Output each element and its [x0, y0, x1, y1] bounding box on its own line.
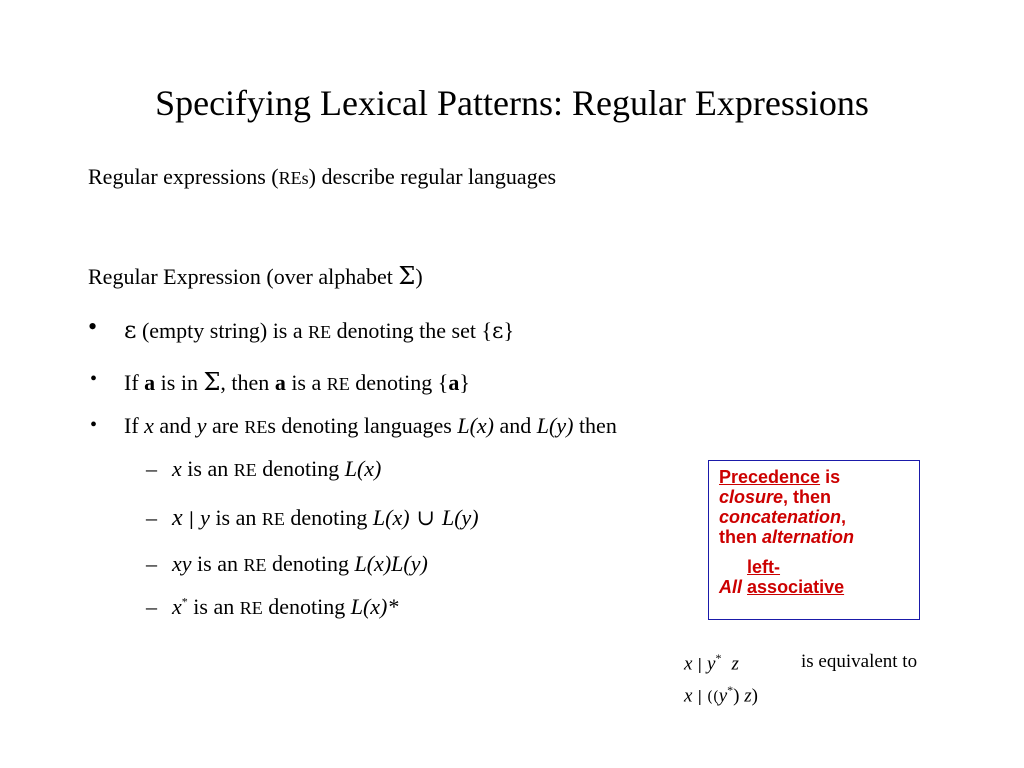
alternation-bar: |	[182, 509, 201, 530]
callout-is: is	[820, 467, 841, 487]
bullet2-a3: a	[448, 370, 460, 395]
bullet-composite	[124, 413, 617, 439]
sub3-re: RE	[243, 555, 267, 575]
ex2-bar: | ((	[692, 687, 719, 706]
bullet2-text-1: If	[124, 370, 145, 395]
bullet2-text-2: is in	[155, 370, 204, 395]
bullet2-text-5: denoting {	[349, 370, 449, 395]
definition-text-after: )	[415, 264, 423, 289]
sub4-text-2: denoting	[262, 594, 351, 619]
sub4-x: x	[172, 594, 182, 619]
ex1-bar: |	[692, 655, 708, 674]
ex1-star: *	[715, 651, 722, 665]
sub1-x: x	[172, 456, 182, 481]
sub1-text-2: denoting	[256, 456, 345, 481]
sub2-re: RE	[261, 509, 285, 529]
example-line-2	[684, 683, 758, 707]
bullet1-text-3: }	[503, 318, 514, 343]
bullet3-re: RE	[244, 417, 268, 437]
bullet2-re: RE	[326, 374, 350, 394]
slide-title: Specifying Lexical Patterns: Regular Expressions	[155, 83, 869, 123]
bullet3-lx: L(x)	[457, 413, 495, 438]
sub3-text-1: is an	[191, 551, 244, 576]
sub3-xy: xy	[172, 551, 192, 576]
bullet3-text-3: are	[206, 413, 245, 438]
callout-line-1	[719, 467, 919, 487]
callout-line-2	[719, 487, 919, 507]
bullet-epsilon	[124, 316, 514, 344]
left-associative-word: left-associative	[747, 557, 845, 597]
sub-item-2	[172, 505, 479, 532]
all-word: All	[719, 577, 743, 597]
callout-line-4	[719, 527, 919, 547]
intro-re: REs	[278, 168, 309, 188]
sub4-text-1: is an	[187, 594, 240, 619]
sub3-text-2: denoting	[266, 551, 355, 576]
bullet3-text-1: If	[124, 413, 145, 438]
sub2-text-1: is an	[209, 505, 262, 530]
bullet3-text-4: s denoting languages	[267, 413, 458, 438]
sub2-lx: L(x)	[372, 505, 410, 530]
ex1-x: x	[684, 653, 693, 675]
bullet2-text-3: , then	[220, 370, 275, 395]
ex1-y: y	[707, 653, 716, 675]
dash-marker: –	[146, 594, 157, 619]
bullet2-text-6: }	[459, 370, 470, 395]
concatenation-word: concatenation	[719, 507, 842, 527]
ex2-end: )	[751, 685, 758, 707]
sub1-re: RE	[233, 460, 257, 480]
sigma-symbol: Σ	[203, 368, 221, 396]
sub1-lx: L(x)	[344, 456, 382, 481]
alternation-word: alternation	[762, 527, 855, 547]
closure-word: closure	[719, 487, 784, 507]
bullet-symbol	[124, 368, 470, 396]
sub4-lxs: L(x)*	[350, 594, 399, 619]
precedence-word: Precedence	[719, 467, 821, 487]
bullet3-text-2: and	[153, 413, 197, 438]
sub2-ly: L(y)	[441, 505, 479, 530]
sub2-y: y	[200, 505, 210, 530]
ex2-close: )	[733, 685, 745, 707]
definition-text-before: Regular Expression (over alphabet	[88, 264, 399, 289]
sub-item-1	[172, 456, 381, 482]
bullet3-ly: L(y)	[536, 413, 574, 438]
intro-text-before: Regular expressions (	[88, 164, 279, 189]
ex2-y: y	[718, 685, 728, 707]
bullet2-text-4: is a	[285, 370, 327, 395]
ex1-z: z	[731, 653, 739, 675]
sub4-star: *	[181, 594, 188, 609]
bullet-marker: •	[88, 312, 98, 341]
sub1-text-1: is an	[181, 456, 234, 481]
callout-then-1: , then	[783, 487, 832, 507]
ex2-x: x	[684, 685, 693, 707]
epsilon-symbol-2: ε	[492, 319, 504, 344]
intro-line	[88, 164, 556, 190]
bullet3-text-5: and	[494, 413, 537, 438]
bullet3-y: y	[196, 413, 207, 438]
bullet1-re: RE	[308, 322, 332, 342]
epsilon-symbol: ε	[124, 316, 137, 344]
callout-line-3	[719, 507, 919, 527]
callout-line-5	[719, 557, 919, 597]
sub2-text-2: denoting	[284, 505, 373, 530]
bullet3-x: x	[144, 413, 154, 438]
bullet-marker: •	[90, 414, 98, 436]
sub2-x: x	[172, 505, 183, 531]
bullet3-text-6: then	[573, 413, 617, 438]
equivalence-text: is equivalent to	[801, 651, 918, 672]
callout-then-2: then	[719, 527, 762, 547]
bullet-marker: •	[90, 368, 98, 390]
bullet1-text-1: (empty string) is a	[136, 318, 309, 343]
ex2-star: *	[727, 683, 734, 697]
sub-item-4	[172, 594, 398, 620]
sigma-symbol: Σ	[398, 262, 416, 290]
definition-line	[88, 262, 423, 290]
callout-comma: ,	[841, 507, 847, 527]
sub3-lxly: L(x)L(y)	[354, 551, 428, 576]
example-line-1	[684, 651, 739, 675]
union-symbol: ∪	[409, 506, 442, 531]
bullet2-a: a	[144, 370, 156, 395]
precedence-callout-text	[719, 467, 919, 597]
dash-marker: –	[146, 505, 157, 530]
intro-text-after: ) describe regular languages	[308, 164, 557, 189]
sub4-re: RE	[239, 598, 263, 618]
sub-item-3	[172, 551, 428, 577]
dash-marker: –	[146, 456, 157, 481]
bullet2-a2: a	[274, 370, 286, 395]
bullet1-text-2: denoting the set {	[331, 318, 493, 343]
dash-marker: –	[146, 551, 157, 576]
ex2-z: z	[744, 685, 752, 707]
